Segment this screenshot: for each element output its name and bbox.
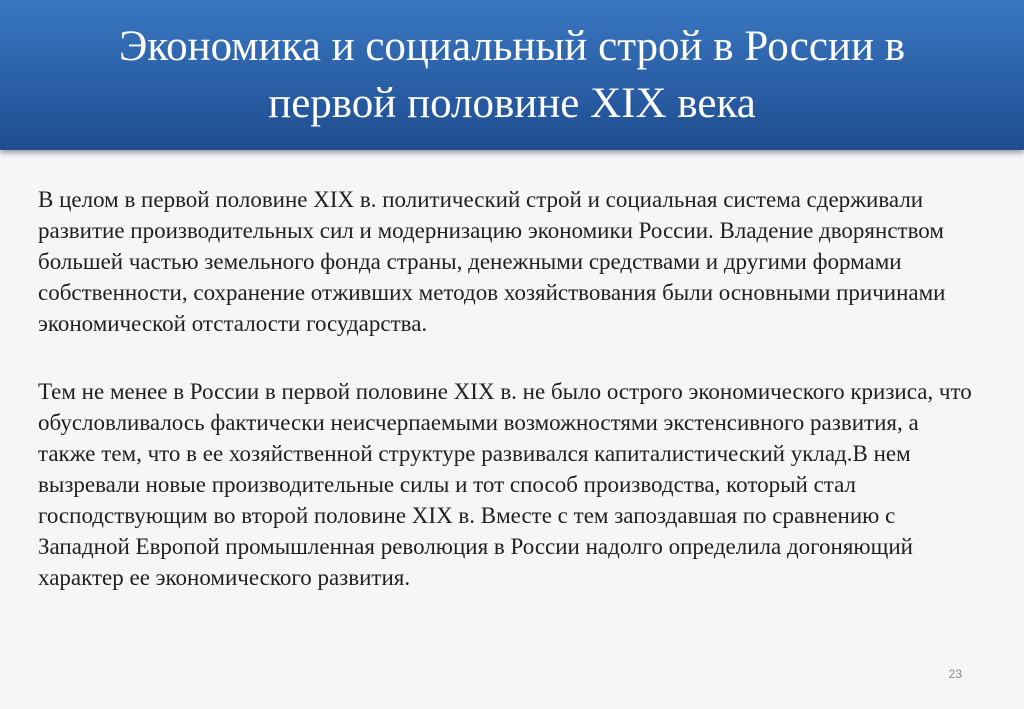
slide-body: [38, 184, 978, 593]
title-banner: [0, 0, 1024, 150]
paragraph-1: В целом в первой половине XIX в. политический строй и социальная система сдерживали развитие производительных сил и модернизацию экономики России. Владение дворянством большей частью земельного фонда страны, денежными средствами и другими формами собственности, сохранение отживших методов хозяйствования были основными причинами экономической отсталости государства.: [38, 187, 946, 336]
page-number: 23: [948, 667, 962, 681]
slide-title: Экономика и социальный строй в России в первой половине XIX века: [118, 23, 906, 127]
paragraph-2: Тем не менее в России в первой половине XIX в. не было острого экономического кризиса, что обусловливалось фактически неисчерпаемыми возможностями экстенсивного развития, а также тем, что в ее хозяйственной структуре развивался капиталистический уклад.В нем вызревали новые производительные силы и тот способ производства, который стал господствующим во второй половине XIX в. Вместе с тем запоздавшая по сравнению с Западной Европой промышленная революция в России надолго определила догоняющий характер ее экономического развития.: [38, 379, 972, 590]
